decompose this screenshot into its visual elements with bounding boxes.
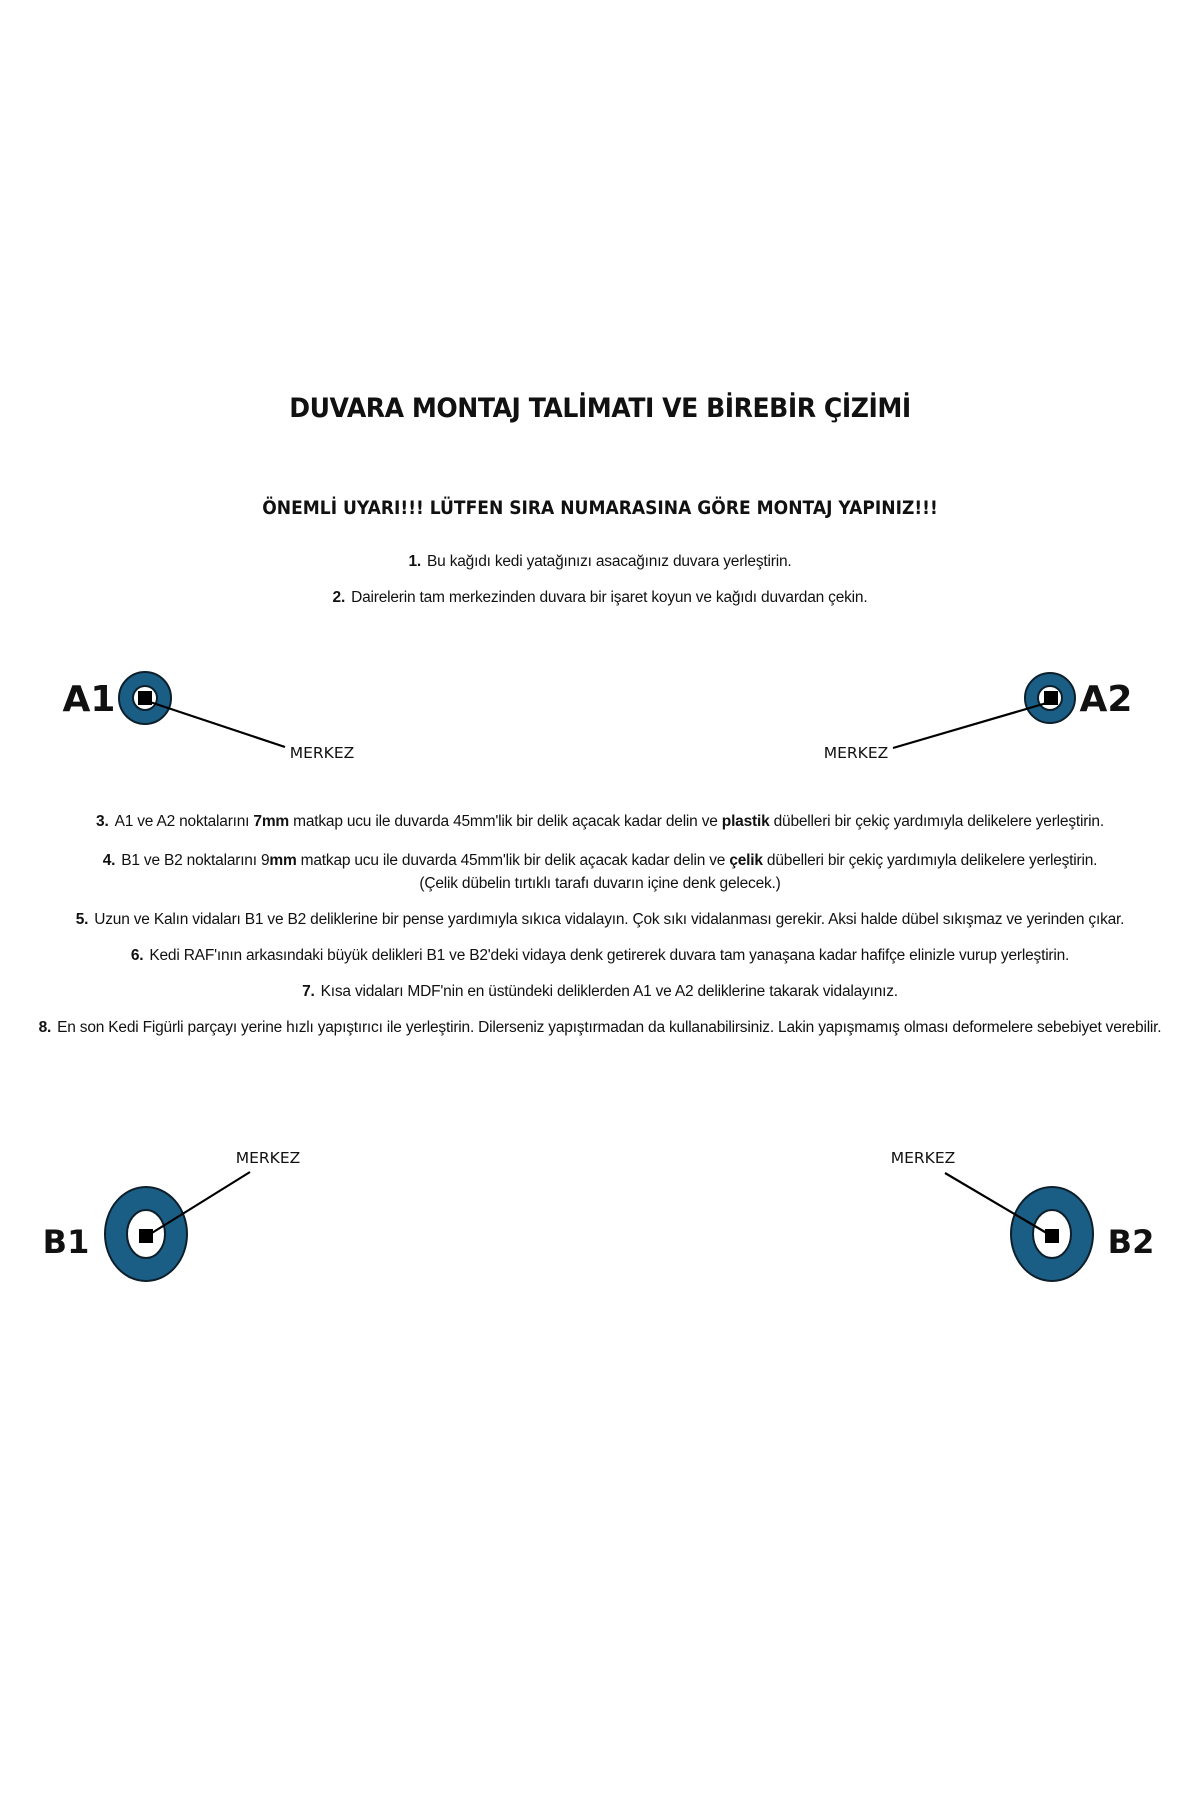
leader-line: [893, 702, 1050, 748]
warning-text: ÖNEMLİ UYARI!!! LÜTFEN SIRA NUMARASINA GÖRE MONTAJ YAPINIZ!!!: [262, 497, 938, 519]
leader-line: [150, 702, 285, 747]
step-5: [0, 911, 1200, 929]
step-number: 8.: [38, 1019, 52, 1036]
step-text: matkap ucu ile duvarda 45mm'lik bir delik açacak kadar delin ve: [289, 813, 722, 830]
step-4: [0, 852, 1200, 870]
leader-line: [147, 1172, 250, 1236]
page-title: DUVARA MONTAJ TALİMATI VE BİREBİR ÇİZİMİ: [289, 393, 911, 424]
center-point: [1044, 691, 1058, 705]
step-text: Dairelerin tam merkezinden duvara bir işaret koyun ve kağıdı duvardan çekin.: [351, 589, 868, 606]
step-text: matkap ucu ile duvarda 45mm'lik bir delik açacak kadar delin ve: [296, 852, 730, 869]
step-text: dübelleri bir çekiç yardımıyla delikelere yerleştirin.: [769, 813, 1104, 830]
leader-line: [945, 1173, 1050, 1235]
drill-size: mm: [269, 852, 297, 869]
step-number: 1.: [408, 553, 422, 570]
step-text: Bu kağıdı kedi yatağınızı asacağınız duvara yerleştirin.: [427, 553, 792, 570]
label-b2: B2: [1107, 1223, 1155, 1261]
step-text: A1 ve A2 noktalarını: [114, 813, 254, 830]
step-text: dübelleri bir çekiç yardımıyla delikelere yerleştirin.: [762, 852, 1098, 869]
center-point: [139, 1229, 153, 1243]
mark-a2: [824, 673, 1133, 762]
center-point: [138, 691, 152, 705]
dowel-type: çelik: [729, 852, 763, 869]
step-3: [0, 813, 1200, 831]
mark-a1: [63, 672, 355, 762]
step-number: 3.: [96, 813, 109, 830]
label-a2: A2: [1079, 679, 1133, 720]
mark-b2: [891, 1149, 1155, 1281]
center-label: MERKEZ: [235, 1149, 301, 1167]
step-text: Uzun ve Kalın vidaları B1 ve B2 deliklerine bir pense yardımıyla sıkıca vidalayın. Çok sıkı vidalanması gerekir. Aksi halde dübel sıkışmaz ve yerinden çıkar.: [94, 911, 1125, 928]
step-6: [0, 947, 1200, 965]
step-number: 2.: [332, 589, 346, 606]
step-text: Kısa vidaları MDF'nin en üstündeki deliklerden A1 ve A2 deliklerine takarak vidalayınız.: [320, 983, 898, 1000]
step-number: 5.: [75, 911, 89, 928]
center-point: [1045, 1229, 1059, 1243]
step-text: Kedi RAF'ının arkasındaki büyük delikleri B1 ve B2'deki vidaya denk getirerek duvara tam yanaşana kadar hafifçe elinizle vurup yerleştirin.: [149, 947, 1070, 964]
step-8: [0, 1019, 1200, 1037]
step-number: 7.: [302, 983, 315, 1000]
center-label: MERKEZ: [289, 744, 355, 762]
step-text: En son Kedi Figürli parçayı yerine hızlı yapıştırıcı ile yerleştirin. Dilerseniz yapıştırmadan da kullanabilirsiniz. Lakin yapışmamış olması deformelere sebebiyet verebilir.: [57, 1019, 1162, 1036]
step-text: B1 ve B2 noktalarını 9: [121, 852, 270, 869]
dowel-type: plastik: [721, 813, 770, 830]
label-b1: B1: [42, 1223, 90, 1261]
step-2: [0, 589, 1200, 607]
label-a1: A1: [62, 679, 116, 720]
mark-b1: [43, 1149, 301, 1281]
step-7: [0, 983, 1200, 1001]
step-1: [0, 553, 1200, 571]
step-4-note: (Çelik dübelin tırtıklı tarafı duvarın içine denk gelecek.): [419, 875, 781, 892]
drill-size: 7mm: [253, 813, 289, 830]
center-label: MERKEZ: [890, 1149, 956, 1167]
center-label: MERKEZ: [823, 744, 889, 762]
step-number: 4.: [102, 852, 116, 869]
step-number: 6.: [130, 947, 144, 964]
